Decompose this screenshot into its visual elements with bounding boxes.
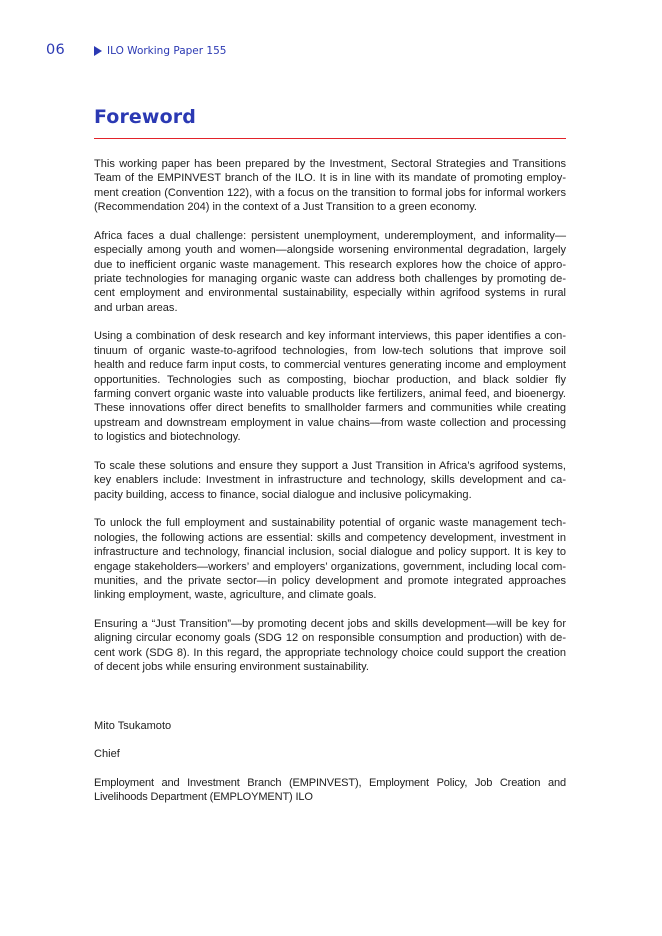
paragraph: Using a combination of desk research and key informant interviews, this paper identifies a continuum of organic waste-to-agrifood technologies, from low-tech solutions that improve soil health and reduce farm input costs, to commercial ventures generating income and employment opportunities. Technologies such as composting, biochar production, and black soldier fly farming convert organic waste into valuable products like fertilizers, animal feed, and bioenergy. These innovations offer direct benefits to smallholder farmers and communities while creating upstream and downstream employment in value chains—from waste collection and processing to logistics and biotechnology. bbox=[94, 330, 566, 444]
paragraph: To unlock the full employment and sustainability potential of organic waste management technologies, the following actions are essential: skills and competency development, investment in infrastructure and technology, financial inclusion, social dialogue and policy support. It is key to engage stakeholders—workers’ and employers’ organizations, government, including local communities, and the private sector—in policy development and promote integrated approaches linking employment, waste, agriculture, and climate goals. bbox=[94, 517, 566, 602]
signatory-name: Mito Tsukamoto bbox=[94, 719, 172, 732]
signatory-role: Chief bbox=[94, 748, 120, 761]
running-header-title: ILO Working Paper 155 bbox=[107, 45, 227, 57]
signature-block bbox=[94, 719, 566, 805]
paragraph: Ensuring a “Just Transition”—by promoting decent jobs and skills development—will be key for aligning circular economy goals (SDG 12 on responsible consumption and production) with decent work (SDG 8). In this regard, the appropriate technology choice could support the creation of decent jobs while ensuring environment sustainability. bbox=[94, 617, 566, 674]
running-header bbox=[94, 45, 226, 57]
paragraph: To scale these solutions and ensure they support a Just Transition in Africa’s agrifood systems, key enablers include: Investment in infrastructure and technology, skills development and capacity building, access to finance, social dialogue and inclusive policymaking. bbox=[94, 459, 566, 501]
page-title: Foreword bbox=[94, 106, 196, 128]
page-number: 06 bbox=[46, 42, 66, 58]
paragraph: Africa faces a dual challenge: persistent unemployment, underemployment, and informality—especially among youth and women—alongside worsening environmental degradation, largely due to inefficient organic waste management. This research explores how the choice of appropriate technologies for managing organic waste can address both challenges by promoting decent employment and environmental sustainability, especially within agrifood systems in rural and urban areas. bbox=[94, 229, 566, 314]
signatory-department: Employment and Investment Branch (EMPINVEST), Employment Policy, Job Creation and Livelihoods Department (EMPLOYMENT) ILO bbox=[94, 776, 566, 804]
triangle-right-icon bbox=[94, 46, 102, 56]
foreword-section bbox=[94, 106, 566, 819]
title-divider bbox=[94, 138, 566, 139]
paragraph: This working paper has been prepared by the Investment, Sectoral Strategies and Transitions Team of the EMPINVEST branch of the ILO. It is in line with its mandate of promoting employment creation (Convention 122), with a focus on the transition to formal jobs for informal workers (Recommendation 204) in the context of a Just Transition to a green economy. bbox=[94, 158, 566, 214]
